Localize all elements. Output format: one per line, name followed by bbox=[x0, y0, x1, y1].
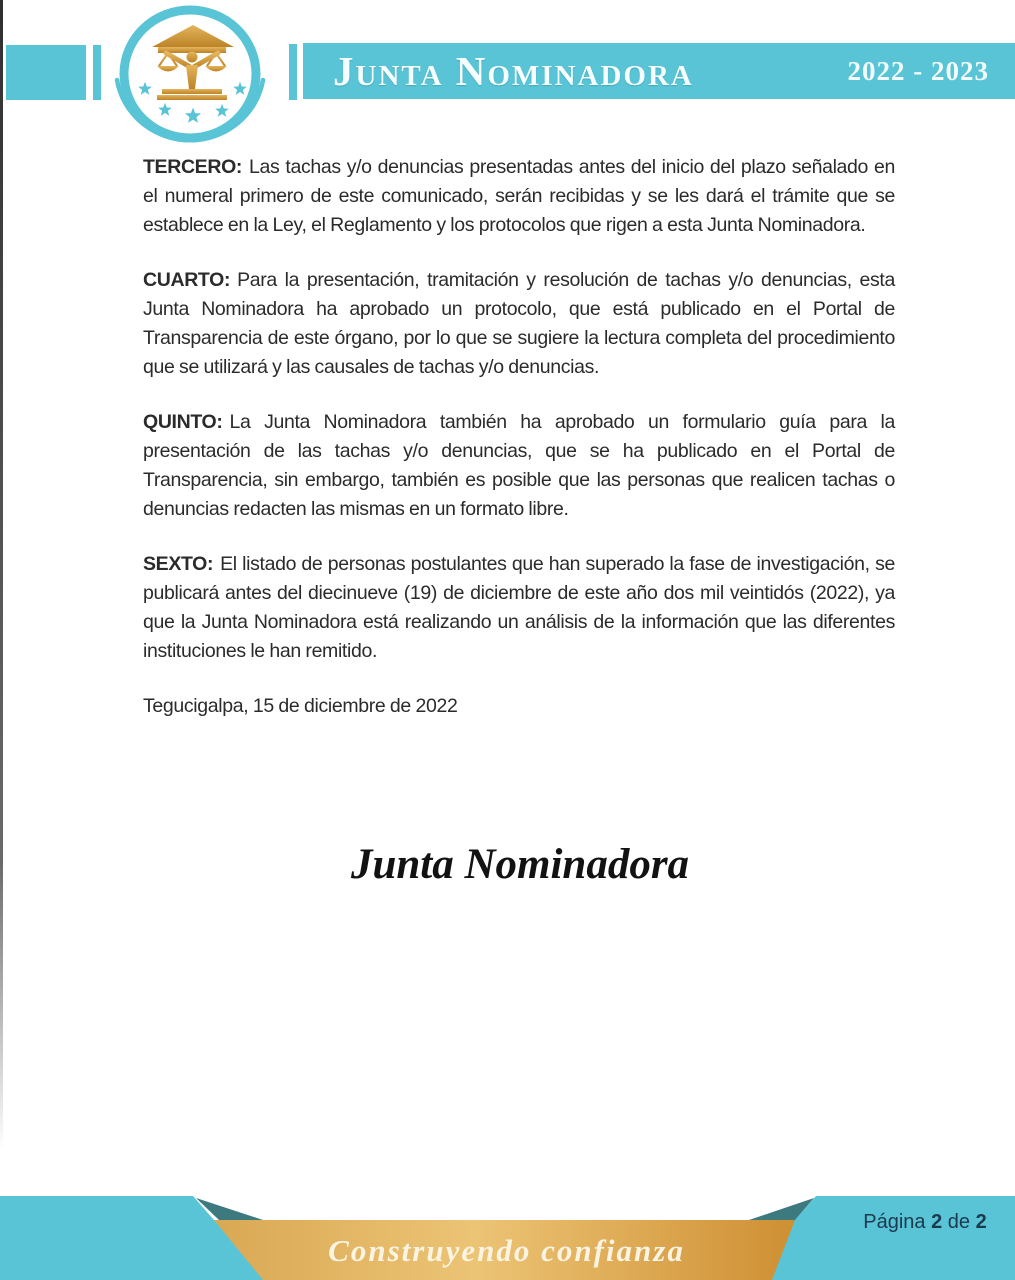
paragraph-text: Las tachas y/o denuncias presentadas antes del inicio del plazo señalado en el numeral primero de este comunicado, serán recibidas y se les dará el trámite que se establece en la Ley, el Reglamento y los protocolos que rigen a esta Junta Nominadora. bbox=[143, 156, 895, 236]
page-indicator-label: Página bbox=[863, 1211, 926, 1233]
junta-nominadora-logo bbox=[110, 2, 270, 152]
paragraph-label: SEXTO: bbox=[143, 553, 214, 575]
header-banner bbox=[303, 43, 1015, 99]
paragraph-label: TERCERO: bbox=[143, 156, 243, 178]
paragraph-text: Para la presentación, tramitación y resolución de tachas y/o denuncias, esta Junta Nominadora ha aprobado un protocolo, que está publicado en el Portal de Transparencia de este órgano, por lo que se sugiere la lectura completa del procedimiento que se utilizará y las causales de tachas y/o denuncias. bbox=[143, 269, 895, 378]
scan-edge-artifact bbox=[0, 0, 3, 1150]
page-indicator bbox=[840, 1211, 1010, 1234]
header-right-bar bbox=[289, 44, 297, 100]
header-left-bar bbox=[93, 45, 101, 100]
page-indicator-of: de bbox=[947, 1211, 971, 1233]
footer-motto: Construyendo confianza bbox=[328, 1233, 685, 1268]
paragraph-tercero bbox=[143, 153, 895, 240]
header-left-band bbox=[6, 45, 86, 100]
header-years-badge: 2022 - 2023 bbox=[847, 55, 989, 86]
paragraph-cuarto bbox=[143, 266, 895, 382]
signature-text: Junta Nominadora bbox=[350, 841, 690, 888]
document-body bbox=[143, 153, 895, 721]
page-indicator-total: 2 bbox=[975, 1211, 987, 1233]
page-indicator-current: 2 bbox=[931, 1211, 943, 1233]
paragraph-quinto bbox=[143, 408, 895, 524]
footer-notch bbox=[193, 1196, 816, 1220]
paragraph-label: CUARTO: bbox=[143, 269, 231, 291]
paragraph-sexto bbox=[143, 550, 895, 666]
paragraph-label: QUINTO: bbox=[143, 411, 223, 433]
header-title: Junta Nominadora bbox=[333, 47, 694, 94]
paragraph-text: El listado de personas postulantes que han superado la fase de investigación, se publicará antes del diecinueve (19) de diciembre de este año dos mil veintidós (2022), ya que la Junta Nominadora está realizando un análisis de la información que las diferentes instituciones le han remitido. bbox=[143, 553, 895, 662]
paragraph-text: La Junta Nominadora también ha aprobado un formulario guía para la presentación de las tachas y/o denuncias, que se ha publicado en el Portal de Transparencia, sin embargo, también es posible que las personas que realicen tachas o denuncias redacten las mismas en un formato libre. bbox=[143, 411, 895, 520]
dateline: Tegucigalpa, 15 de diciembre de 2022 bbox=[143, 695, 458, 717]
